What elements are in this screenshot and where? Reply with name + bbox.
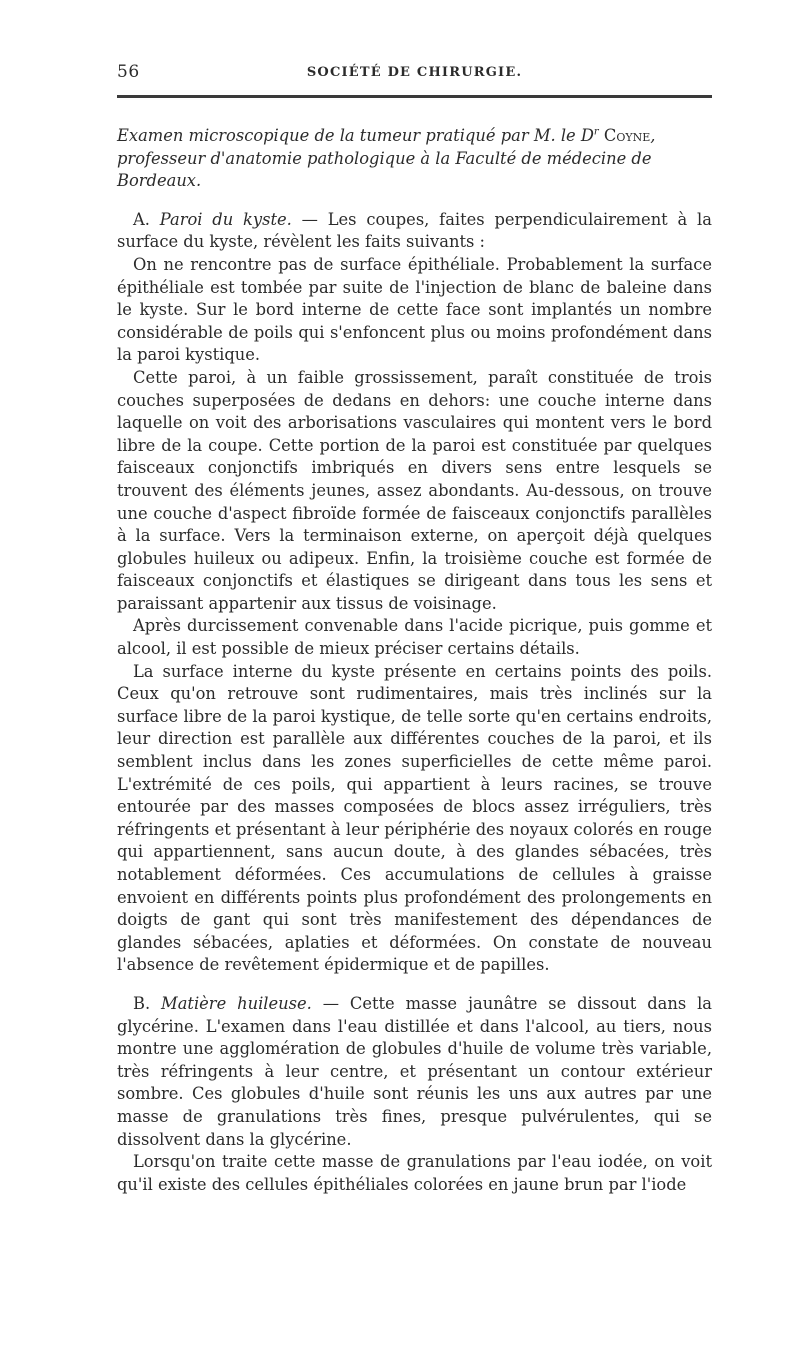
heading-text-after: , professeur d'anatomie pathologique à la Faculté de médecine de Bordeaux. [117,126,656,191]
report-heading [117,125,712,193]
section-a-title: Paroi du kyste. [159,209,292,229]
body-text [117,125,712,1196]
section-a-text: — Les coupes, faites perpendiculairement à la surface du kyste, révèlent les faits suivants : [117,209,712,252]
paragraph: Lorsqu'on traite cette masse de granulations par l'eau iodée, on voit qu'il existe des cellules épithéliales colorées en jaune brun par l'iode [117,1152,712,1194]
running-title: SOCIÉTÉ DE CHIRURGIE. [306,65,523,80]
paragraph: La surface interne du kyste présente en certains points des poils. Ceux qu'on retrouve sont rudimentaires, mais très inclinés sur la surface libre de la paroi kystique, de telle sorte qu'en certains endroits, leur direction est parallèle aux différentes couches de la paroi, et ils semblent inclus dans les zones superficielles de cette même paroi. L'extrémité de ces poils, qui appartient à leurs racines, se trouve entourée par des masses composées de blocs assez irréguliers, très réfringents et présentant à leur périphérie des noyaux colorés en rouge qui appartiennent, sans aucun doute, à des glandes sébacées, très notablement déformées. Ces accumulations de cellules à graisse envoient en différents points plus profondément des prolongements en doigts de gant qui sont très manifestement des dépendances de glandes sébacées, aplaties et déformées. On constate de nouveau l'absence de revêtement épidermique et de papilles. [117,661,712,975]
section-a-paragraph [117,209,712,254]
paragraph: On ne rencontre pas de surface épithéliale. Probablement la surface épithéliale est tombée par suite de l'injection de blanc de baleine dans le kyste. Sur le bord interne de cette face sont implantés un nombre considérable de poils qui s'enfoncent plus ou moins profondément dans la paroi kystique. [117,254,712,365]
section-b-text: — Cette masse jaunâtre se dissout dans la glycérine. L'examen dans l'eau distillée et dans l'alcool, au tiers, nous montre une agglomération de globules d'huile de volume très variable, très réfringents à leur centre, et présentant un contour extérieur sombre. Ces globules d'huile sont réunis les uns aux autres par une masse de granulations très fines, presque pulvérulentes, qui se dissolvent dans la glycérine. [117,993,712,1149]
page-number: 56 [117,62,140,82]
page-header [117,62,712,84]
heading-text-before: Examen microscopique de la tumeur pratiqué par M. le D [117,126,594,145]
paragraph: Cette paroi, à un faible grossissement, paraît constituée de trois couches superposées de dedans en dehors: une couche interne dans laquelle on voit des arborisations vasculaires qui montent vers le bord libre de la coupe. Cette portion de la paroi est constituée par quelques faisceaux conjonctifs imbriqués en divers sens entre lesquels se trouvent des éléments jeunes, assez abondants. Au-dessous, on trouve une couche d'aspect fibroïde formée de faisceaux conjonctifs parallèles à la surface. Vers la terminaison externe, on aperçoit déjà quelques globules huileux ou adipeux. Enfin, la troisième couche est formée de faisceaux conjonctifs et élastiques se dirigeant dans tous les sens et paraissant appartenir aux tissus de voisinage. [117,367,712,613]
heading-sup: r [593,126,599,138]
section-b-title: Matière huileuse. [161,993,312,1013]
section-b-paragraph [117,993,712,1151]
section-a-label: A. [133,209,150,229]
header-rule [117,95,712,98]
heading-author-name: Coyne [603,126,651,145]
section-b-label: B. [133,993,151,1013]
paragraph: Après durcissement convenable dans l'acide picrique, puis gomme et alcool, il est possible de mieux préciser certains détails. [117,616,712,659]
